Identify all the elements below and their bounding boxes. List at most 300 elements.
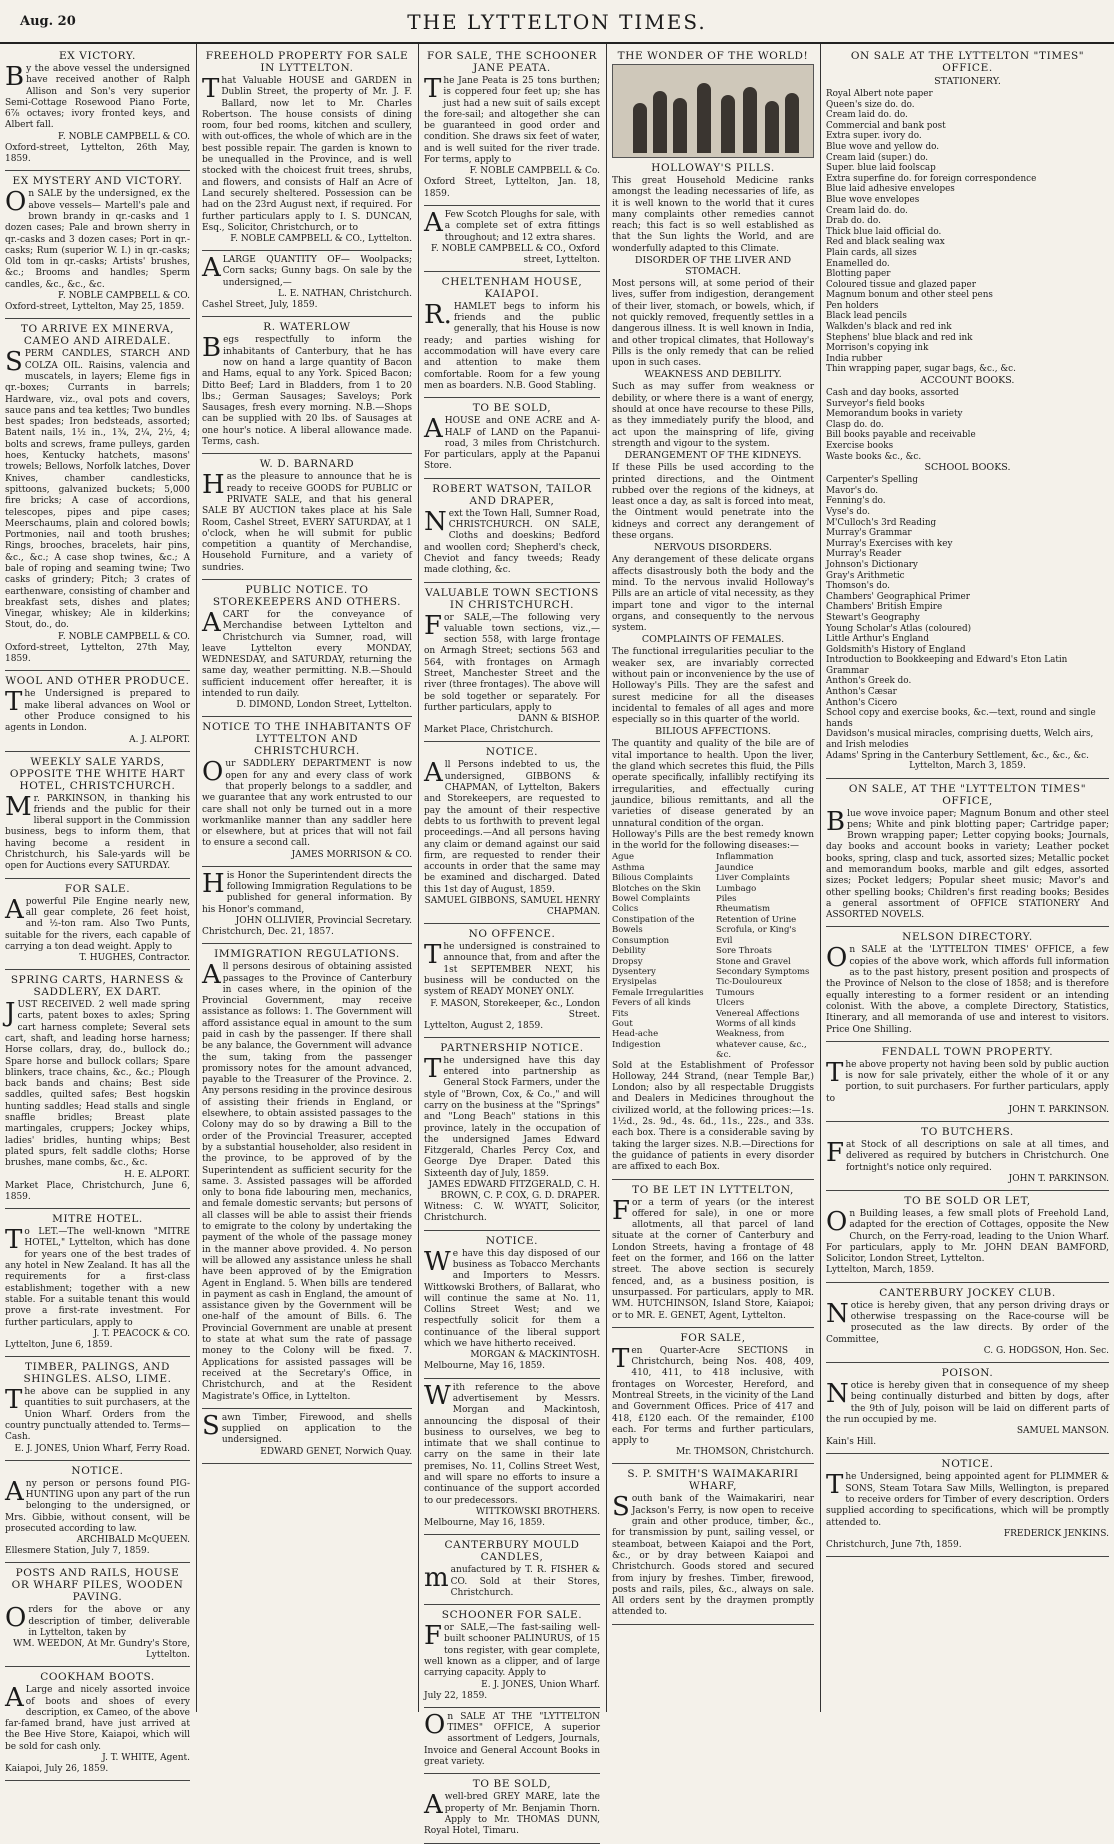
stationery-item: Extra super. ivory do. — [826, 131, 922, 142]
ad-heading: POSTS AND RAILS, HOUSE OR WHARF PILES, WOODEN PAVING. — [11, 1567, 184, 1604]
ad-body: Apowerful Pile Engine nearly new, all gear complete, 26 feet hoist, and ½-ton ram. Also Two Punts, suitable for the rivers, each capable of carrying a ton dead weight. Apply to — [5, 894, 190, 952]
disease-item: Erysipelas — [612, 977, 657, 988]
ad-signature: F. NOBLE CAMPBELL & CO., Oxford street, Lyttelton. — [431, 243, 600, 265]
ad-footer: Melbourne, May 16, 1859. — [424, 1361, 546, 1372]
disease-item: Consumption — [612, 935, 670, 946]
advertisement — [424, 272, 600, 398]
holloway-advertisement — [612, 46, 814, 1180]
disease-item: Dysentery — [612, 966, 656, 977]
stationery-item: Extra superfine do. for foreign correspondence — [826, 173, 1037, 184]
advertisement — [424, 924, 600, 1038]
holloway-section-heading: WEAKNESS AND DEBILITY. — [644, 369, 782, 381]
stationery-item: Super. blue laid foolscap — [826, 163, 936, 174]
holloway-section-heading: DISORDER OF THE LIVER AND STOMACH. — [634, 255, 792, 278]
ad-body: Notice is hereby given that in consequence of my sheep being continually disturbed and bitten by dogs, after the 9th of July, poison will be laid on different parts of the run occupied by me. — [826, 1378, 1109, 1425]
ad-footer: Witness: C. W. WYATT, Solicitor, Christchurch. — [424, 1202, 600, 1224]
holloway-paragraph: This great Household Medicine ranks amongst the leading necessaries of life, as it is well known to the world that it cures many complaints other remedies cannot reach; this fact is so well established as that the Sun lights the World, and are wonderfully adapted to this Climate. — [612, 176, 814, 254]
ad-footer: Lyttelton, June 6, 1859. — [5, 1339, 113, 1350]
ad-body: All persons desirous of obtaining assisted passages to the Province of Canterbury in cases where, in the opinion of the Provincial Government, may receive assistance as follows: 1. The Government will afford assistance equal in amount to the sum paid in cash by the passenger. If there shall be any balance, the Government will advance the sum, taking from the passenger promissory notes for the amount advanced, payable to the Treasurer of the Province. 2. Any persons residing in the province desirous of assisting their friends in England, or elsewhere, to obtain assisted passages to the Colony may do so by drawing a Bill to the order of the Provincial Treasurer, accepted by a substantial householder, also resident in the province, to be approved of by the Superintendent as sufficient security for the same. 3. Assisted passages will be afforded only to bona fide labouring men, mechanics, and female domestic servants; but persons of all classes will be able to assist their friends to emigrate to the colony by undertaking the payment of the whole of the passage money in the manner above provided. 4. No person will be allowed any assistance unless he shall have been approved of by the Emigration Agent in England. 5. When bills are tendered in payment as cash in England, the amount of assistance given by the Government will be one-half of the amount of Bills. 6. The Provincial Government are unable at present to state at what sum the rate of passage money to the Colony will be fixed. 7. Applications for assisted passages will be received at the Secretary's Office, in Christchurch, and at the Resident Magistrate's Office, in Lyttelton. — [202, 960, 412, 1402]
school-book-item: M'Culloch's 3rd Reading — [826, 517, 937, 528]
ad-heading: TO BE LET IN LYTTELTON, — [632, 1183, 794, 1196]
ad-heading: POISON. — [941, 1366, 994, 1379]
ad-signature: SAMUEL MANSON. — [1016, 1426, 1109, 1437]
ad-heading: MITRE HOTEL. — [52, 1213, 143, 1226]
ad-footer: Melbourne, May 16, 1859. — [424, 1517, 546, 1528]
ad-heading: WOOL AND OTHER PRODUCE. — [5, 675, 190, 688]
ad-signature: C. G. HODGSON, Hon. Sec. — [983, 1345, 1109, 1356]
stationery-item: Magnum bonum and other steel pens — [826, 290, 993, 301]
ad-heading: TO BUTCHERS. — [921, 1126, 1014, 1139]
account-books-list — [826, 388, 1109, 462]
advertisement — [5, 1461, 190, 1564]
ad-heading: EX MYSTERY AND VICTORY. — [12, 175, 183, 188]
ad-signature: F. NOBLE CAMPBELL & CO. — [58, 631, 190, 642]
advertisement — [826, 927, 1109, 1041]
advertisement — [5, 319, 190, 671]
ad-heading: SPRING CARTS, HARNESS & SADDLERY, EX DART. — [10, 974, 185, 999]
ad-heading: S. P. SMITH'S WAIMAKARIRI WHARF, — [627, 1468, 799, 1493]
disease-item: Scrofula, or King's Evil — [716, 925, 797, 946]
account-book-item: Surveyor's field books — [826, 398, 925, 409]
stationery-item: Thick blue laid official do. — [826, 226, 942, 237]
school-book-item: Little Arthur's England — [826, 634, 929, 645]
ad-body: SPERM CANDLES, STARCH AND COLZA OIL. Raisins, valencia and muscatels, in layers; Eleme figs in qr.-boxes; Currants in barrels; Hardware, viz., oval pots and covers, sauce pans and tea kettles; Two bundles best spades; Iron bedsteads, assorted; Batent nails, 1½ in., 1¾, 2¼, 2½, 4; bolts and screws, frame pulleys, garden hoes, Kentucky hatchets, masons' trowels; Bellows, Norfolk latches, Dover Knives, chamber candlesticks, spittoons, galvanized buckets; 5,000 fire bricks; A case of accordions, telescopes, pipes and pipe cases; Meerschaums, plain and colored bowls; Portmonies, nail and tooth brushes; Rings, brooches, bracelets, hair pins, &c., &c.; A case shop twines, &c.; A bale of roping and seaming twine; Two casks of grindery; Pitch; 3 crates of earthenware, consisting of chamber and breakfast sets, dishes and plates; Vinegar, whiskey; Ale in kilderkins; Stout, do., do. — [5, 347, 190, 631]
ad-footer: Oxford Street, Lyttelton, Jan. 18, 1859. — [424, 177, 600, 199]
school-book-item: Murray's Reader — [826, 549, 902, 560]
ad-body: Next the Town Hall, Sumner Road, CHRISTCHURCH. ON SALE, Cloths and doeskins; Bedford and woollen cord; Shepherd's check, Cheviot and fancy tweeds; Ready made clothing, &c. — [424, 506, 600, 576]
ad-footer: Market Place, Christchurch. — [424, 725, 554, 736]
stationery-item: Enamelled do. — [826, 258, 890, 269]
ad-footer: Oxford-street, Lyttelton, 26th May, 1859. — [5, 142, 190, 165]
advertisement — [826, 1042, 1109, 1122]
disease-item: Rheumatism — [716, 904, 771, 915]
disease-item: Bilious Complaints — [612, 873, 693, 884]
stationery-item: Thin wrapping paper, sugar bags, &c., &c. — [826, 364, 1016, 375]
advertisement — [5, 1209, 190, 1357]
ad-signature: FREDERICK JENKINS. — [1003, 1528, 1109, 1539]
stationery-advertisement — [826, 46, 1109, 779]
advertisement — [202, 944, 412, 1409]
stationery-item: Blue wove envelopes — [826, 194, 920, 205]
advertisement — [826, 1363, 1109, 1454]
ad-body: The Undersigned is prepared to make liberal advances on Wool or other Produce consigned to his agents in London. — [5, 687, 190, 734]
account-book-item: Bill books payable and receivable — [826, 430, 976, 441]
holloway-paragraph: Such as may suffer from weakness or debility, or where there is a want of energy, should at once have recourse to these Pills, as they immediately purify the blood, and act upon the mainspring of life, giving strength and vigour to the system. — [612, 382, 814, 449]
ad-body: Awell-bred GREY MARE, late the property of Mr. Benjamin Thorn. Apply to Mr. THOMAS DUNN, Royal Hotel, Timaru. — [424, 1790, 600, 1837]
masthead — [0, 0, 1114, 44]
ad-heading: NOTICE. — [485, 746, 539, 759]
ad-signature: DANN & BISHOP. — [518, 714, 600, 725]
ad-signature: F. NOBLE CAMPBELL & Co. — [469, 166, 600, 177]
advertisement — [5, 970, 190, 1209]
ad-heading: TO BE SOLD, — [472, 1778, 552, 1791]
advertisement — [424, 1774, 600, 1843]
ad-heading: IMMIGRATION REGULATIONS. — [214, 948, 400, 961]
school-book-item: Carpenter's Spelling — [826, 475, 918, 486]
diseases-list — [612, 852, 814, 1060]
ad-signature: Mr. THOMSON, Christchurch. — [676, 1447, 814, 1458]
ad-heading: NO OFFENCE. — [468, 928, 556, 941]
ad-body: The Jane Peata is 25 tons burthen; is coppered four feet up; she has just had a new suit of sails except the fore-sail; and altogether she can be guaranteed in good order and condition. She draws six feet of water, and is well suited for the river trade. For terms, apply to — [424, 74, 600, 166]
ad-footer: Oxford-street, Lyttelton, May 25, 1859. — [5, 302, 185, 313]
column-4 — [607, 46, 819, 1710]
holloway-heading: HOLLOWAY'S PILLS. — [651, 162, 775, 174]
ad-signature: J. T. PEACOCK & CO. — [93, 1328, 190, 1339]
ad-heading: FOR SALE. — [64, 882, 131, 895]
ad-body: His Honor the Superintendent directs the following Immigration Regulations to be published for general information. By his Honor's command, — [202, 868, 412, 915]
disease-item: Debility — [612, 946, 646, 957]
account-book-item: Exercise books — [826, 441, 894, 451]
ad-heading: TIMBER, PALINGS, AND SHINGLES. ALSO, LIME. — [23, 1361, 172, 1386]
disease-item: Ulcers — [716, 998, 745, 1009]
account-book-item: Waste books &c., &c. — [826, 451, 922, 462]
advertisement — [5, 46, 190, 171]
school-book-item: Introduction to Bookkeeping and Edward's Eton Latin Grammar — [826, 655, 1068, 676]
advertisement — [202, 1409, 412, 1464]
ad-signature: J. T. WHITE, Agent. — [102, 1753, 190, 1764]
school-book-item: Anthon's Greek do. — [826, 676, 912, 687]
ad-body: manufactured by T. R. FISHER & CO. Sold at their Stores, Christchurch. — [424, 1563, 600, 1598]
ad-body: The undersigned is constrained to announce that, from and after the 1st SEPTEMBER NEXT, his business will be conducted on the system of READY MONEY ONLY. — [424, 940, 600, 998]
holloway-paragraph: Any derangement of these delicate organs affects disastrously both the body and the mind. To the nervous invalid Holloway's Pills are an article of vital necessity, as they impart tone and vigor to the internal organs, and consequently to the nervous system. — [612, 555, 814, 634]
ad-body: Our SADDLERY DEPARTMENT is now open for any and every class of work that properly belongs to a saddler, and we guarantee that any work entrusted to our care shall not only be turned out in a more workmanlike manner than any saddler here or elsewhere, but at prices that will not fail to ensure a second call. — [202, 757, 412, 849]
ad-body: For SALE,—The fast-sailing well-built schooner PALINURUS, of 15 tons register, with gear complete, well known as a clipper, and of large carrying capacity. Apply to — [424, 1621, 600, 1679]
advertisement — [424, 206, 600, 272]
newspaper-title: THE LYTTELTON TIMES. — [407, 10, 707, 34]
advertisement — [424, 1605, 600, 1708]
ad-body: JUST RECEIVED. 2 well made spring carts, patent boxes to axles; Spring cart harness complete; Several sets cart, shaft, and leading horse harness; Horse collars, dray, do., bullock do.; Spare horse and bullock collars; Spare blinkers, trace chains, &c., &c.; Plough back bands and chains; Best side saddles, quilted safes; Best hogskin hunting saddles; Head stalls and single snaffle bridles; Breast plate martingales, cruppers; Jockey whips, ladies' bridles, hunting whips; Best plated spurs, felt saddle cloths; Horse brushes, mane combs, &c., &c. — [5, 998, 190, 1169]
ad-heading: FENDALL TOWN PROPERTY. — [881, 1045, 1054, 1058]
stationery-heading: ON SALE AT THE LYTTELTON "TIMES" OFFICE. — [850, 50, 1085, 74]
advertisement — [424, 742, 600, 924]
ad-heading: FOR SALE, — [680, 1331, 746, 1344]
disease-item: Jaundice — [716, 862, 754, 873]
stationery-item: Cream laid do. do. — [826, 205, 908, 216]
ad-body: Ten Quarter-Acre SECTIONS in Christchurch, being Nos. 408, 409, 410, 411, to 418 inclusive, with frontages on Worcester, Hereford, and Montreal Streets, in the vicinity of the Land and Government Offices. Price of 417 and 418, £120 each. Of the remainder, £100 each. For terms and further particulars, apply to — [612, 1343, 814, 1447]
ad-heading: NOTICE. — [71, 1464, 124, 1477]
ad-signature: F. NOBLE CAMPBELL & CO. — [58, 131, 190, 142]
advertisement — [5, 1563, 190, 1667]
ad-heading: PUBLIC NOTICE. TO STOREKEEPERS AND OTHERS. — [212, 583, 402, 608]
school-book-item: Anthon's Cæsar — [826, 687, 897, 698]
ad-body: Sawn Timber, Firewood, and shells supplied on application to the undersigned. — [202, 1410, 412, 1446]
disease-item: Liver Complaints — [716, 873, 790, 884]
advertisement — [826, 779, 1109, 928]
stationery-item: Morrison's copying ink — [826, 343, 929, 354]
disease-item: Stone and Gravel — [716, 956, 791, 967]
ad-signature: JOHN OLLIVIER, Provincial Secretary. — [235, 915, 412, 926]
stationery-item: Coloured tissue and glazed paper — [826, 279, 976, 290]
school-books-date: Lyttelton, March 3, 1859. — [909, 761, 1026, 772]
account-book-item: Cash and day books, assorted — [826, 388, 959, 399]
ad-signature: SAMUEL GIBBONS, SAMUEL HENRY CHAPMAN. — [424, 896, 600, 918]
ad-footer: Lyttelton, August 2, 1859. — [424, 1020, 544, 1031]
ad-footer: Kaiapoi, July 26, 1859. — [5, 1764, 109, 1775]
ad-heading: TO BE SOLD, — [472, 402, 552, 415]
school-book-item: Stewart's Geography — [826, 612, 920, 623]
advertisement — [202, 317, 412, 454]
school-book-item: Mavor's do. — [826, 485, 879, 496]
disease-item: Fits — [612, 1008, 629, 1019]
advertisement — [826, 1454, 1109, 1557]
ad-body: ALarge and nicely assorted invoice of boots and shoes of every description, ex Cameo, of the above far-famed brand, have just arrived at the Bee Hive Store, Kaiapoi, which will be sold for cash only. — [5, 1683, 190, 1752]
ad-signature: JAMES EDWARD FITZGERALD, C. H. BROWN, C. P. COX, G. D. DRAPER. — [428, 1180, 600, 1202]
column-1 — [0, 46, 195, 1775]
disease-item: Sore Throats — [716, 946, 772, 957]
stationery-list — [826, 89, 1109, 375]
disease-item: Ague — [612, 852, 635, 863]
school-book-item: Anthon's Cicero — [826, 697, 898, 708]
ad-body: The above can be supplied in any quantities to suit purchasers, at the Union Wharf. Orders from the country punctually attended to. Terms—Cash. — [5, 1385, 190, 1443]
ad-footer: Christchurch, Dec. 21, 1857. — [202, 926, 334, 937]
disease-item: Asthma — [612, 862, 645, 873]
ad-footer: Kain's Hill. — [826, 1437, 877, 1448]
ad-signature: F. NOBLE CAMPBELL & CO. — [58, 291, 190, 302]
stationery-item: Blotting paper — [826, 269, 891, 280]
disease-item: Dropsy — [612, 956, 643, 967]
ad-body: The Undersigned, being appointed agent for PLIMMER & SONS, Steam Totara Saw Mills, Wellington, is prepared to receive orders for Timber of every description. Orders supplied according to specifications, which will be promptly attended to. — [826, 1470, 1109, 1528]
disease-item: Inflammation — [716, 852, 774, 863]
ad-heading: EX VICTORY. — [59, 50, 136, 62]
holloway-section-heading: COMPLAINTS OF FEMALES. — [641, 634, 785, 646]
advertisement — [5, 671, 190, 751]
ad-heading: CANTERBURY JOCKEY CLUB. — [879, 1286, 1056, 1299]
holloway-section-heading: NERVOUS DISORDERS. — [654, 542, 772, 554]
ad-body: Has the pleasure to announce that he is ready to receive GOODS for PUBLIC or PRIVATE SALE, and that his general SALE BY AUCTION takes place at his Sale Room, Cashel Street, EVERY SATURDAY, at 1 o'clock, when he will submit for public competition a quantity of Merchandise, Household Furniture, and a variety of sundries. — [202, 470, 412, 573]
ad-heading: R. WATERLOW — [263, 321, 351, 334]
ad-body: To LET.—The well-known "MITRE HOTEL," Lyttelton, which has done for years one of the best trades of any hotel in New Zealand. It has all the requirements for a first-class establishment; together with a new stable. For a suitable tenant this would prove a first-rate investment. For further particulars, apply to — [5, 1225, 190, 1328]
disease-item: Blotches on the Skin — [612, 883, 701, 894]
ad-heading: TO BE SOLD OR LET, — [904, 1194, 1031, 1207]
ad-body: Begs respectfully to inform the inhabitants of Canterbury, that he has now on hand a large quantity of Bacon and Hams, equal to any York. Spiced Bacon; Ditto Beef; Lard in Bladders, from 1 to 20 lbs.; German Sausages; Saveloys; Pork Sausages, fresh every morning. N.B.—Shops can be supplied with 20 lbs. of Sausages at one hour's notice. A liberal allowance made. Terms, cash. — [202, 333, 412, 448]
stationery-item: Cream laid do. do. — [826, 110, 908, 121]
ad-heading: COOKHAM BOOTS. — [40, 1671, 155, 1684]
issue-date: Aug. 20 — [20, 14, 76, 29]
advertisement — [424, 1231, 600, 1379]
ad-heading: VALUABLE TOWN SECTIONS IN CHRISTCHURCH. — [425, 586, 599, 611]
ad-body: South bank of the Waimakariri, near Jackson's Ferry, is now open to receive grain and other produce, timber, &c., for transmission by punt, sailing vessel, or steamboat, between Kaiapoi and the Port, &c., or by dray between Kaiapoi and Christchurch. Goods stored and secured from injury by freshes. Timber, firewood, posts and rails, piles, &c., always on sale. All orders sent by the draymen promptly attended to. — [612, 1492, 814, 1618]
advertisement — [424, 1708, 600, 1774]
advertisement — [424, 1379, 600, 1536]
ad-body: All Persons indebted to us, the undersigned, GIBBONS & CHAPMAN, of Lyttelton, Bakers and Storekeepers, are requested to pay the amount of their respective debts to us forthwith to prevent legal proceedings.—And all persons having any claim or demand against our said firm, are requested to render their accounts in order that the same may be examined and discharged. Dated this 1st day of August, 1859. — [424, 758, 600, 895]
advertisement — [612, 1180, 814, 1328]
disease-item: Gout — [612, 1018, 633, 1029]
school-book-item: Thomson's do. — [826, 581, 890, 592]
stationery-item: Blue laid adhesive envelopes — [826, 184, 955, 195]
stationery-item: Drab do. do. — [826, 216, 881, 227]
ad-heading: WEEKLY SALE YARDS, OPPOSITE THE WHITE HART HOTEL, CHRISTCHURCH. — [9, 755, 186, 792]
holloway-paragraph: The quantity and quality of the bile are of vital importance to health. Upon the liver, the gland which secretes this fluid, the Pills operate specifically, infallibly rectifying its irregularities, and effectually curing jaundice, bilious remittants, and all the varieties of disease generated by an unnatural condition of the organ. — [612, 739, 814, 829]
advertisement — [5, 1667, 190, 1781]
disease-item: Venereal Affections — [716, 1008, 800, 1019]
school-book-item: Young Scholar's Atlas (coloured) — [826, 623, 972, 634]
advertisement — [826, 1191, 1109, 1283]
disease-item: Constipation of the Bowels — [612, 914, 695, 936]
ad-signature: H. E. ALPORT. — [124, 1169, 190, 1180]
advertisement — [5, 879, 190, 970]
ad-footer: Oxford-street, Lyttelton, 27th May, 1859. — [5, 642, 190, 665]
ad-body: AFew Scotch Ploughs for sale, with a complete set of extra fittings throughout; and 12 extra shares. — [424, 207, 600, 243]
ad-body: We have this day disposed of our business as Tobacco Merchants and Importers to Messrs. Wittkowski Brothers, of Ballarat, who will continue the same at No. 11, Collins Street West; and we respectfully solicit for them a continuance of the liberal support which we have hitherto received. — [424, 1246, 600, 1350]
school-book-item: Murray's Exercises with key — [826, 538, 953, 549]
school-book-item: Goldsmith's History of England — [826, 644, 966, 655]
advertisement — [202, 717, 412, 866]
disease-item: Secondary Symptoms — [716, 966, 810, 977]
stationery-item: Queen's size do. do. — [826, 99, 915, 110]
stationery-item: Plain cards, all sizes — [826, 247, 917, 258]
ad-body: On Building leases, a few small plots of Freehold Land, adapted for the erection of Cottages, opposite the New Church, on the Ferry-road, leading to the Union Wharf. For particulars, apply to Mr. JOHN DEAN BAMFORD, Solicitor, London Street, Lyttelton. — [826, 1206, 1109, 1265]
column-5 — [821, 46, 1114, 1710]
ad-heading: W. D. BARNARD — [259, 458, 355, 471]
ad-signature: MORGAN & MACKINTOSH. — [470, 1350, 600, 1361]
ad-body: R.HAMLET begs to inform his friends and the public generally, that his House is now ready; and parties wishing for accommodation will have every care and attention to make them comfortable. Room for a few young men as boarders. N.B. Good Stabling. — [424, 299, 600, 391]
school-books-heading: SCHOOL BOOKS. — [924, 462, 1011, 474]
ad-signature: A. J. ALPORT. — [129, 734, 190, 745]
stationery-item: India rubber — [826, 353, 883, 364]
ad-body: The undersigned have this day entered into partnership as General Stock Farmers, under the style of "Brown, Cox, & Co.," and will carry on the business at the "Springs" and "Long Beach" stations in this province, lately in the occupation of the undersigned James Edward Fitzgerald, Charles Percy Cox, and George Dye Draper. Dated this Sixteenth day of July, 1859. — [424, 1053, 600, 1179]
ad-body: Fat Stock of all descriptions on sale at all times, and delivered as required by butchers in Christchurch. One fortnight's notice only required. — [826, 1138, 1109, 1173]
ad-body: AHOUSE and ONE ACRE and A-HALF of LAND on the Papanui-road, 3 miles from Christchurch. For particulars, apply at the Papanui Store. — [424, 414, 600, 472]
ad-body: On SALE AT THE "LYTTELTON TIMES" OFFICE, A superior assortment of Ledgers, Journals, Invoice and General Account Books in great variety. — [424, 1709, 600, 1768]
stationery-item: Stephens' blue black and red ink — [826, 332, 973, 343]
disease-item: Female Irregularities — [612, 987, 704, 998]
advertisement — [424, 1038, 600, 1231]
disease-item: Tic-Douloureux — [716, 977, 783, 988]
stationery-item: Cream laid (super.) do. — [826, 152, 929, 163]
advertisement — [5, 752, 190, 879]
school-book-item: Gray's Arithmetic — [826, 570, 905, 581]
ad-body: For a term of years (or the interest offered for sale), in one or more allotments, all that parcel of land situate at the corner of Canterbury and London Streets, having a frontage of 48 feet on the former, and 166 on the latter street. The above section is securely fenced, and, as a business position, is unsurpassed. For particulars, apply to MR. WM. HUTCHINSON, Island Store, Kaiapoi; or to MR. E. GENET, Agent, Lyttelton. — [612, 1195, 814, 1321]
advertisement — [202, 580, 412, 717]
ad-heading: NOTICE TO THE INHABITANTS OF LYTTELTON AND CHRISTCHURCH. — [202, 721, 412, 758]
stationery-item: Pen holders — [826, 300, 879, 311]
ad-body: ACART for the conveyance of Merchandise between Lyttelton and Christchurch via Sumner, road, will leave Lyttelton every MONDAY, WEDNESDAY, and SATURDAY, returning the same day, weather permitting. N.B.—Should sufficient inducement offer hereafter, it is intended to run daily. — [202, 607, 412, 700]
school-book-item: Vyse's do. — [826, 506, 870, 517]
holloway-paragraph: Most persons will, at some period of their lives, suffer from indigestion, derangement of their liver, stomach, or bowels, which, if not quickly removed, frequently settles in a dangerous illness. It is well known in India, and other tropical climates, that Holloway's Pills is the only remedy that can be relied upon in such cases. — [612, 279, 814, 369]
advertisement — [612, 1328, 814, 1465]
advertisement — [612, 1464, 814, 1624]
advertisement — [424, 479, 600, 583]
school-book-item: Adams' Spring in the Canterbury Settlement, &c., &c., &c. — [826, 750, 1089, 761]
disease-item: Bowel Complaints — [612, 894, 690, 905]
advertisement — [424, 46, 600, 206]
disease-item: Head-ache — [612, 1029, 659, 1040]
account-books-heading: ACCOUNT BOOKS. — [920, 375, 1015, 387]
disease-item: Tumours — [716, 987, 755, 998]
ad-body: On SALE at the 'LYTTELTON TIMES' OFFICE, a few copies of the above work, which affords full information as to the past history, present position and prospects of the Province of Nelson to the close of 1858; and is therefore equally interesting to a former resident or an intending colonist. With the above, a complete Directory, Statistics, Itinerary, and all memoranda of use and interest to visitors. Price One Shilling. — [826, 943, 1109, 1035]
ad-signature: JOHN T. PARKINSON. — [1008, 1105, 1109, 1116]
advertisement — [202, 46, 412, 251]
disease-item: Indigestion — [612, 1039, 661, 1050]
advertisement — [5, 1357, 190, 1460]
school-books-list — [826, 475, 1109, 761]
ad-signature: JOHN T. PARKINSON. — [1008, 1173, 1109, 1184]
holloway-section-heading: BILIOUS AFFECTIONS. — [655, 726, 771, 738]
advertisement — [826, 1122, 1109, 1191]
holloway-body — [612, 176, 814, 852]
school-book-item: Fenning's do. — [826, 496, 886, 507]
account-book-item: Clasp do. do. — [826, 419, 884, 430]
ad-heading: PARTNERSHIP NOTICE. — [440, 1041, 584, 1054]
ad-body: For SALE,—The following very valuable town sections, viz.,—section 558, with large frontage on Armagh Street; sections 563 and 564, with frontages on Armagh Street, Manchester Street and the river (three frontages). The above will be sold together or separately. For further particulars, apply to — [424, 610, 600, 713]
stationery-item: Walkden's black and red ink — [826, 322, 952, 333]
ad-footer: Christchurch, June 7th, 1859. — [826, 1539, 962, 1550]
school-book-item: Chambers' Geographical Primer — [826, 591, 970, 602]
advertisement — [202, 251, 412, 317]
ad-body: Mr. PARKINSON, in thanking his friends and the public for their liberal support in the Commission business, begs to inform them, that having become a resident in Christchurch, his Sale-yards will be open for Auctions every SATURDAY. — [5, 791, 190, 872]
advertisement — [202, 454, 412, 580]
ad-body: With reference to the above advertisement by Messrs. Morgan and Mackintosh, announcing the disposal of their business to ourselves, we beg to intimate that we shall continue to carry on the same in their late premises, No. 11, Collins Street West, and will spare no efforts to insure a continuance of the support accorded to our predecessors. — [424, 1380, 600, 1506]
school-book-item: School copy and exercise books, &c.—text, round and single hands — [826, 708, 1096, 729]
advertisement — [5, 171, 190, 319]
ad-body: That Valuable HOUSE and GARDEN in Dublin Street, the property of Mr. J. F. Ballard, now let to Mr. Charles Robertson. The house consists of dining room, four bed rooms, kitchen and scullery, with out-offices, the whole of which are in the best possible repair. The garden is known to be unequalled in the Province, and is well stocked with the choicest fruit trees, shrubs, and flowers, and consists of Half an Acre of Land securely sheltered. Possession can be had on the 23rd August next, if required. For further particulars apply to I. S. DUNCAN, Esq., Solicitor, Christchurch, or to — [202, 74, 412, 233]
ad-heading: NOTICE. — [485, 1234, 539, 1247]
holloway-section-heading: DERANGEMENT OF THE KIDNEYS. — [624, 450, 802, 462]
ad-body: ALARGE QUANTITY OF— Woolpacks; Corn sacks; Gunny bags. On sale by the undersigned,— — [202, 253, 412, 288]
ad-heading: FOR SALE, THE SCHOONER JANE PEATA. — [427, 50, 597, 74]
ad-signature: L. E. NATHAN, Christchurch. — [278, 289, 412, 300]
stationery-item: Red and black sealing wax — [826, 237, 945, 248]
ad-signature: WITTKOWSKI BROTHERS. — [475, 1506, 600, 1517]
column-5-advertisements — [826, 779, 1109, 1558]
stationery-item: Commercial and bank post — [826, 120, 946, 131]
ad-heading: NELSON DIRECTORY. — [902, 931, 1033, 944]
ad-heading: ON SALE, AT THE "LYTTELTON TIMES" OFFICE, — [848, 782, 1087, 807]
holloway-paragraph: Holloway's Pills are the best remedy known in the world for the following diseases:— — [612, 829, 814, 852]
ad-heading: SCHOONER FOR SALE. — [441, 1609, 583, 1622]
ad-signature: E. J. JONES, Union Wharf, Ferry Road. — [14, 1443, 190, 1454]
holloway-paragraph: If these Pills be used according to the printed directions, and the Ointment rubbed over the regions of the kidneys, at least once a day, as salt is forced into meat, the Ointment would penetrate into the kidneys and correct any derangement of these organs. — [612, 463, 814, 542]
ad-heading: TO ARRIVE EX MINERVA, CAMEO AND AIREDALE. — [20, 323, 175, 348]
ad-footer: Lyttelton, March, 1859. — [826, 1265, 935, 1276]
ad-heading: FREEHOLD PROPERTY FOR SALE IN LYTTELTON. — [205, 50, 409, 74]
ad-footer: Ellesmere Station, July 7, 1859. — [5, 1546, 150, 1557]
disease-item: Retention of Urine — [716, 914, 797, 925]
school-book-item: Johnson's Dictionary — [826, 559, 918, 570]
school-book-item: Davidson's musical miracles, comprising duetts, Welch airs, and Irish melodies — [826, 729, 1094, 751]
school-book-item: Chambers' British Empire — [826, 602, 943, 613]
ad-heading: NOTICE. — [941, 1458, 994, 1471]
advertisement — [424, 583, 600, 743]
account-book-item: Memorandum books in variety — [826, 409, 963, 420]
ad-signature: F. MASON, Storekeeper, &c., London Street. — [430, 998, 600, 1020]
stationery-item: Black lead pencils — [826, 311, 907, 322]
stationery-item: Blue wove and yellow do. — [826, 141, 940, 152]
ad-body: Notice is hereby given, that any person driving drays or otherwise trespassing on the Race-course will be prosecuted as the law directs. By order of the Committee, — [826, 1298, 1109, 1345]
ad-body: The above property not having been sold by public auction is now for sale privately, either the whole of it or any portion, to suit purchasers. For further particulars, apply to — [826, 1057, 1109, 1104]
ad-heading: CANTERBURY MOULD CANDLES, — [444, 1539, 580, 1564]
holloway-footer: Sold at the Establishment of Professor Holloway, 244 Strand, (near Temple Bar,) London; also by all respectable Druggists and Dealers in Medicines throughout the civilized world, at the following prices:—1s. 1½d., 2s. 9d., 4s. 6d., 11s., 22s., and 33s. each box. There is a considerable saving by taking the larger sizes. N.B.—Directions for the guidance of patients in every disorder are affixed to each Box. — [612, 1060, 814, 1173]
school-book-item: Murray's Grammar — [826, 528, 912, 539]
ad-footer: Market Place, Christchurch, June 6, 1859. — [5, 1180, 190, 1202]
advertisement — [424, 398, 600, 478]
ad-signature: F. NOBLE CAMPBELL & CO., Lyttelton. — [230, 234, 412, 245]
ad-body: Blue wove invoice paper; Magnum Bonum and other steel pens; White and pink blotting paper; Cartridge paper; Brown wrapping paper; Letter copying books; Journals, day books and account books in variety; Leather pocket books, spring, clasp and tuck, assorted sizes; Metallic pocket and memorandum books, marble and gilt edges, assorted sizes; Pocket ledgers; Popular sheet music; Mavor's and other spelling books; Children's first reading books; Besides a general assortment of OFFICE STATIONERY And ASSORTED NOVELS. — [826, 806, 1109, 921]
diseases-left — [612, 852, 710, 1060]
ad-signature: T. HUGHES, Contractor. — [79, 953, 190, 964]
advertisement — [826, 1283, 1109, 1363]
disease-item: Lumbago — [716, 883, 757, 894]
column-2 — [197, 46, 417, 1710]
diseases-right — [716, 852, 814, 1060]
advertisement — [202, 867, 412, 944]
column-4-advertisements — [612, 1180, 814, 1625]
disease-item: Weakness, from whatever cause, &c., &c. — [716, 1029, 807, 1061]
ad-body: By the above vessel the undersigned have received another of Ralph Allison and Son's very superior Semi-Cottage Rosewood Piano Forte, 6⅞ octaves; ivory fronted keys, and Albert fall. — [5, 62, 190, 131]
disease-item: Worms of all kinds — [716, 1018, 796, 1029]
disease-item: Fevers of all kinds — [612, 998, 691, 1009]
ad-heading: CHELTENHAM HOUSE, KAIAPOI. — [441, 275, 583, 300]
